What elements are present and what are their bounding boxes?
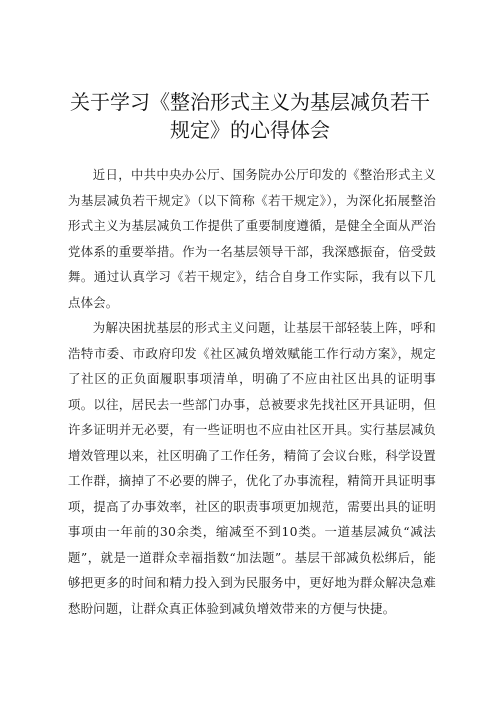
document-body <box>68 162 436 621</box>
title-line-2: 规定》的心得体会 <box>170 118 330 142</box>
paragraph-1: 近日，中共中央办公厅、国务院办公厅印发的《整治形式主义为基层减负若干规定》（以下简称《若干规定》），为深化拓展整治形式主义为基层减负工作提供了重要制度遵循，是健全全面从严治党体系的重要举措。作为一名基层领导干部，我深感振奋，倍受鼓舞。通过认真学习《若干规定》，结合自身工作实际，我有以下几点体会。 <box>68 167 436 310</box>
title-line-1: 关于学习《整治形式主义为基层减负若干 <box>70 90 430 114</box>
paragraph-2: 为解决困扰基层的形式主义问题，让基层干部轻装上阵，呼和浩特市委、市政府印发《社区减负增效赋能工作行动方案》，规定了社区的正负面履职事项清单，明确了不应由社区出具的证明事项。以往，居民去一些部门办事，总被要求先找社区开具证明，但许多证明并无必要，有一些证明也不应由社区开具。实行基层减负增效管理以来，社区明确了工作任务，精简了会议台账，科学设置工作群，摘掉了不必要的牌子，优化了办事流程，精简开具证明事项，提高了办事效率，社区的职责事项更加规范，需要出具的证明事项由一年前的30余类，缩减至不到10类。一道基层减负“减法题”，就是一道群众幸福指数“加法题”。基层干部减负松绑后，能够把更多的时间和精力投入到为民服务中，更好地为群众解决急难愁盼问题，让群众真正体验到减负增效带来的方便与快捷。 <box>68 320 436 616</box>
document-title <box>60 88 440 144</box>
